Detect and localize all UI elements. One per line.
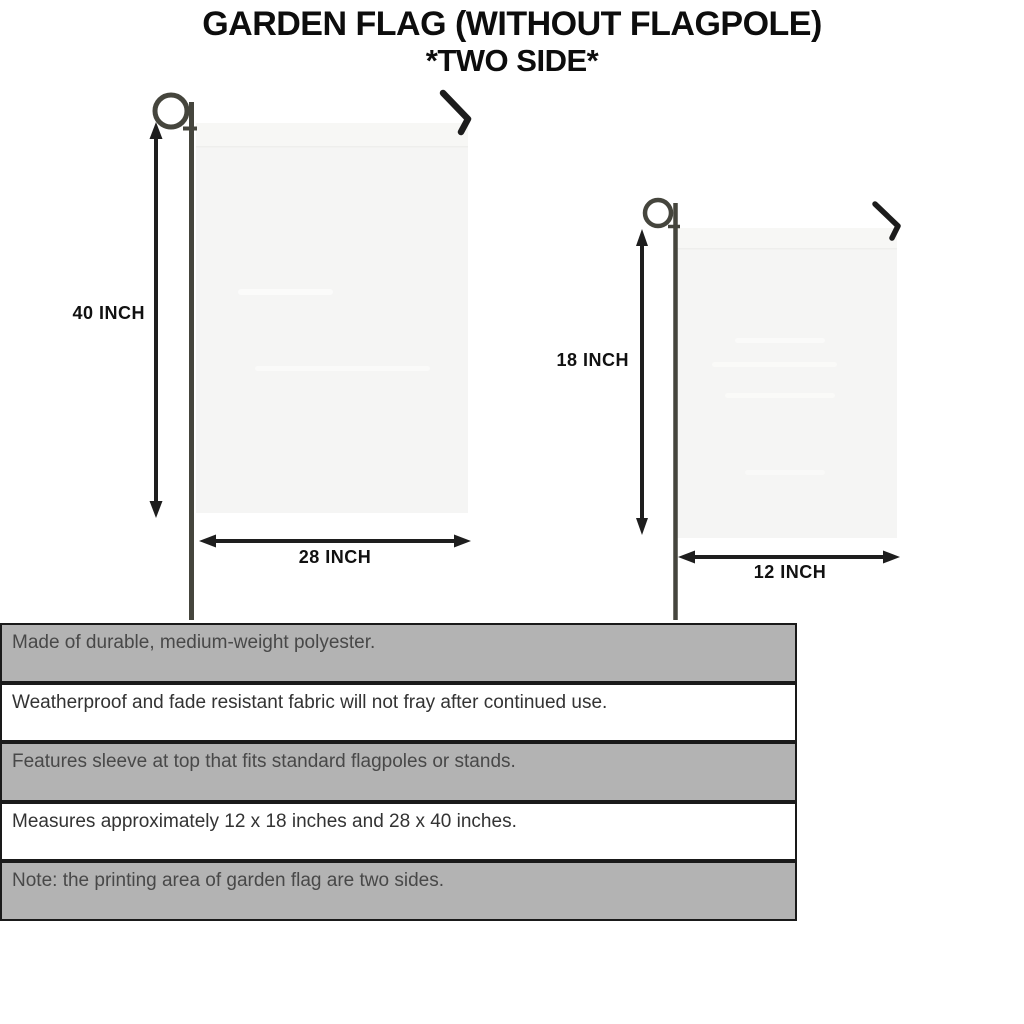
small-flag-sleeve-seam [676,248,897,250]
feature-row-weatherproof: Weatherproof and fade resistant fabric will not fray after continued use. [0,683,797,743]
small-flag-height-arrow [636,229,648,535]
title-line-2: *TWO SIDE* [425,43,599,79]
large-flag-illustration [150,93,472,620]
large-flag-sleeve-seam [196,146,468,148]
small-flag-wrinkle [735,338,825,343]
large-flag-width-arrow [199,535,471,548]
large-flag-height-arrow [150,122,163,518]
small-flagpole-loop-icon [645,200,671,226]
large-flag-width-label: 28 INCH [298,547,372,567]
small-flag-sleeve [676,228,897,248]
small-flag-width-label: 12 INCH [753,562,827,582]
feature-row-sleeve: Features sleeve at top that fits standard flagpoles or stands. [0,742,797,802]
large-flag-height-label: 40 INCH [72,303,145,323]
page-title [0,4,1024,78]
small-flag-fabric [676,228,897,538]
large-flagpole-loop-icon [155,95,187,127]
feature-row-note: Note: the printing area of garden flag are two sides. [0,861,797,921]
small-flag-wrinkle [725,393,835,398]
large-flag-fabric [196,123,468,513]
large-flag-sleeve [196,123,468,146]
small-flag-wrinkle [712,362,837,367]
small-flag-illustration [636,200,900,620]
feature-list [0,623,797,921]
small-flag-height-label: 18 INCH [556,350,629,370]
feature-row-measurements: Measures approximately 12 x 18 inches and 28 x 40 inches. [0,802,797,862]
large-flag-wrinkle [255,366,430,371]
large-flag-wrinkle [238,289,333,295]
feature-row-material: Made of durable, medium-weight polyester. [0,623,797,683]
title-line-1: GARDEN FLAG (WITHOUT FLAGPOLE) [202,5,822,43]
small-flag-wrinkle [745,470,825,475]
